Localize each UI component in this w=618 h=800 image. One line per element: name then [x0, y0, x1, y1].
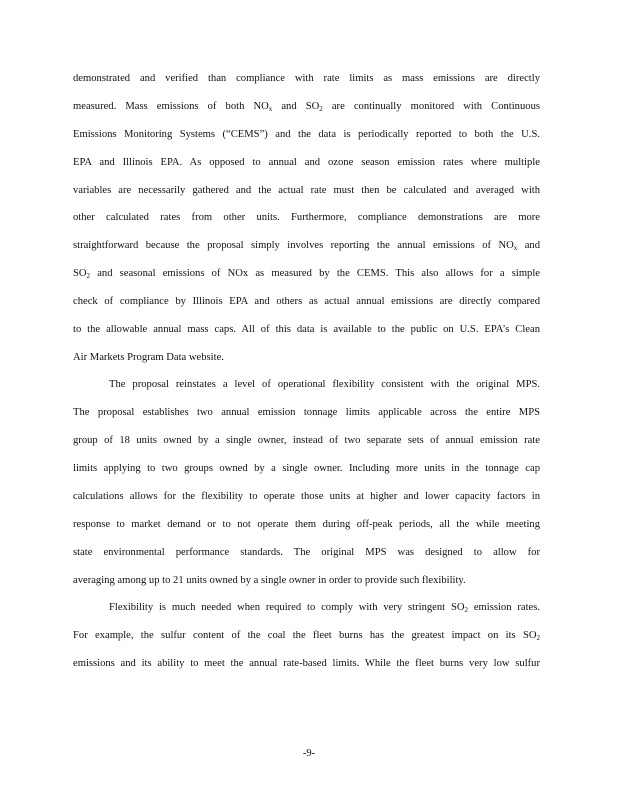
text-line: EPA and Illinois EPA. As opposed to annual and ozone season emission rates where multiple	[73, 157, 540, 168]
text-line: state environmental performance standards. The original MPS was designed to allow for	[73, 547, 540, 558]
text-line: limits applying to two groups owned by a single owner. Including more units in the tonnage cap	[73, 463, 540, 474]
page-number: -9-	[302, 748, 316, 759]
text-line: For example, the sulfur content of the coal the fleet burns has the greatest impact on its $SO_2$	[73, 630, 540, 642]
text-line: averaging among up to 21 units owned by a single owner in order to provide such flexibility.	[73, 575, 466, 586]
text-line: Air Markets Program Data website.	[73, 352, 224, 363]
text-line: straightforward because the proposal simply involves reporting the annual emissions of $NO_x$ and	[73, 240, 541, 252]
text-line: measured. Mass emissions of both $NO_x$ and $SO_2$ are continually monitored with Continuous	[73, 101, 540, 113]
text-line: group of 18 units owned by a single owner, instead of two separate sets of annual emission rate	[73, 435, 540, 446]
text-line: check of compliance by Illinois EPA and others as actual annual emissions are directly compared	[73, 296, 540, 307]
text-line: response to market demand or to not operate them during off-peak periods, all the while meeting	[73, 519, 540, 530]
paragraph-first-line: The proposal reinstates a level of operational flexibility consistent with the original MPS.	[109, 379, 540, 390]
text-line: demonstrated and verified than compliance with rate limits as mass emissions are directly	[73, 73, 540, 84]
text-line: $SO_2$ and seasonal emissions of NOx as measured by the CEMS. This also allows for a simple	[73, 268, 540, 280]
text-line: to the allowable annual mass caps. All of this data is available to the public on U.S. EPA’s Clean	[73, 324, 540, 335]
text-line: other calculated rates from other units. Furthermore, compliance demonstrations are more	[73, 212, 540, 223]
text-line: emissions and its ability to meet the annual rate-based limits. While the fleet burns very low sulfur	[73, 658, 540, 669]
text-line: calculations allows for the flexibility to operate those units at higher and lower capacity factors in	[73, 491, 540, 502]
text-line: Emissions Monitoring Systems (“CEMS”) and the data is periodically reported to both the U.S.	[73, 129, 540, 140]
paragraph-first-line: Flexibility is much needed when required to comply with very stringent $SO_2$ emission rates.	[109, 602, 540, 614]
text-line: variables are necessarily gathered and the actual rate must then be calculated and averaged with	[73, 185, 540, 196]
text-line: The proposal establishes two annual emission tonnage limits applicable across the entire MPS	[73, 407, 540, 418]
